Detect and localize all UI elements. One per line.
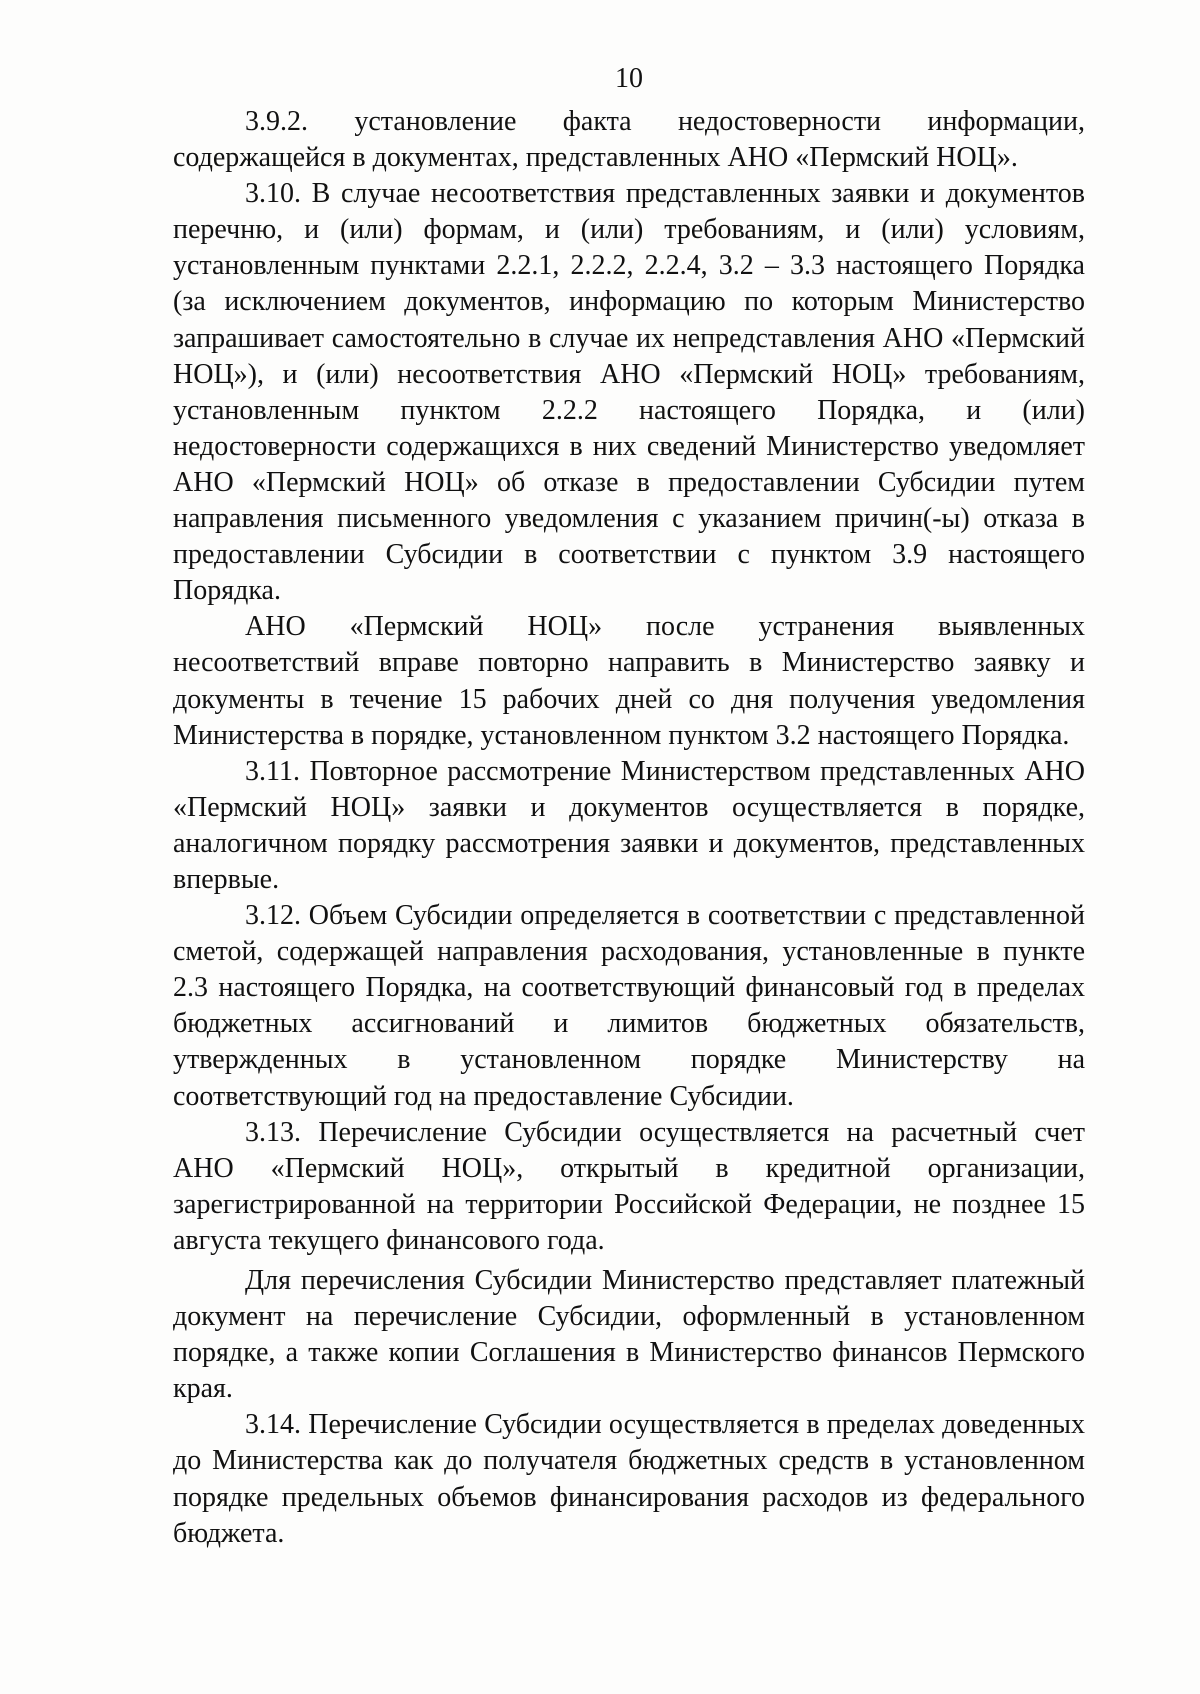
paragraph-payment-document: Для перечисления Субсидии Министерство представляет платежный документ на перечисление Субсидии, оформленный в установленном порядке, а также копии Соглашения в Министерство финансов Пермского края. <box>173 1265 1085 1405</box>
paragraph-3-14: 3.14. Перечисление Субсидии осуществляется в пределах доведенных до Министерства как до получателя бюджетных средств в установленном порядке предельных объемов финансирования расходов из федерального бюджета. <box>173 1409 1085 1549</box>
paragraph-3-12: 3.12. Объем Субсидии определяется в соответствии с представленной сметой, содержащей направления расходования, установленные в пункте 2.3 настоящего Порядка, на соответствующий финансовый год в пределах бюджетных ассигнований и лимитов бюджетных обязательств, утвержденных в установленном порядке Министерству на соответствующий год на предоставление Субсидии. <box>173 900 1085 1112</box>
paragraph-3-11: 3.11. Повторное рассмотрение Министерством представленных АНО «Пермский НОЦ» заявки и документов осуществляется в порядке, аналогичном порядку рассмотрения заявки и документов, представленных впервые. <box>173 755 1085 895</box>
paragraph-3-13: 3.13. Перечисление Субсидии осуществляется на расчетный счет АНО «Пермский НОЦ», открытый в кредитной организации, зарегистрированной на территории Российской Федерации, не позднее 15 августа текущего финансового года. <box>173 1116 1085 1256</box>
paragraph-3-10: 3.10. В случае несоответствия представленных заявки и документов перечню, и (или) формам, и (или) требованиям, и (или) условиям, установленным пунктами 2.2.1, 2.2.2, 2.2.4, 3.2 – 3.3 настоящего Порядка (за исключением документов, информацию по которым Министерство запрашивает самостоятельно в случае их непредставления АНО «Пермский НОЦ»), и (или) несоответствия АНО «Пермский НОЦ» требованиям, установленным пунктом 2.2.2 настоящего Порядка, и (или) недостоверности содержащихся в них сведений Министерство уведомляет АНО «Пермский НОЦ» об отказе в предоставлении Субсидии путем направления письменного уведомления с указанием причин(-ы) отказа в предоставлении Субсидии в соответствии с пунктом 3.9 настоящего Порядка. <box>173 178 1085 607</box>
paragraph-resubmission: АНО «Пермский НОЦ» после устранения выявленных несоответствий вправе повторно направить в Министерство заявку и документы в течение 15 рабочих дней со дня получения уведомления Министерства в порядке, установленном пунктом 3.2 настоящего Порядка. <box>173 611 1085 751</box>
page-number: 10 <box>615 63 643 94</box>
paragraph-3-9-2: 3.9.2. установление факта недостоверности информации, содержащейся в документах, представленных АНО «Пермский НОЦ». <box>173 106 1085 174</box>
document-body <box>173 104 1085 1552</box>
